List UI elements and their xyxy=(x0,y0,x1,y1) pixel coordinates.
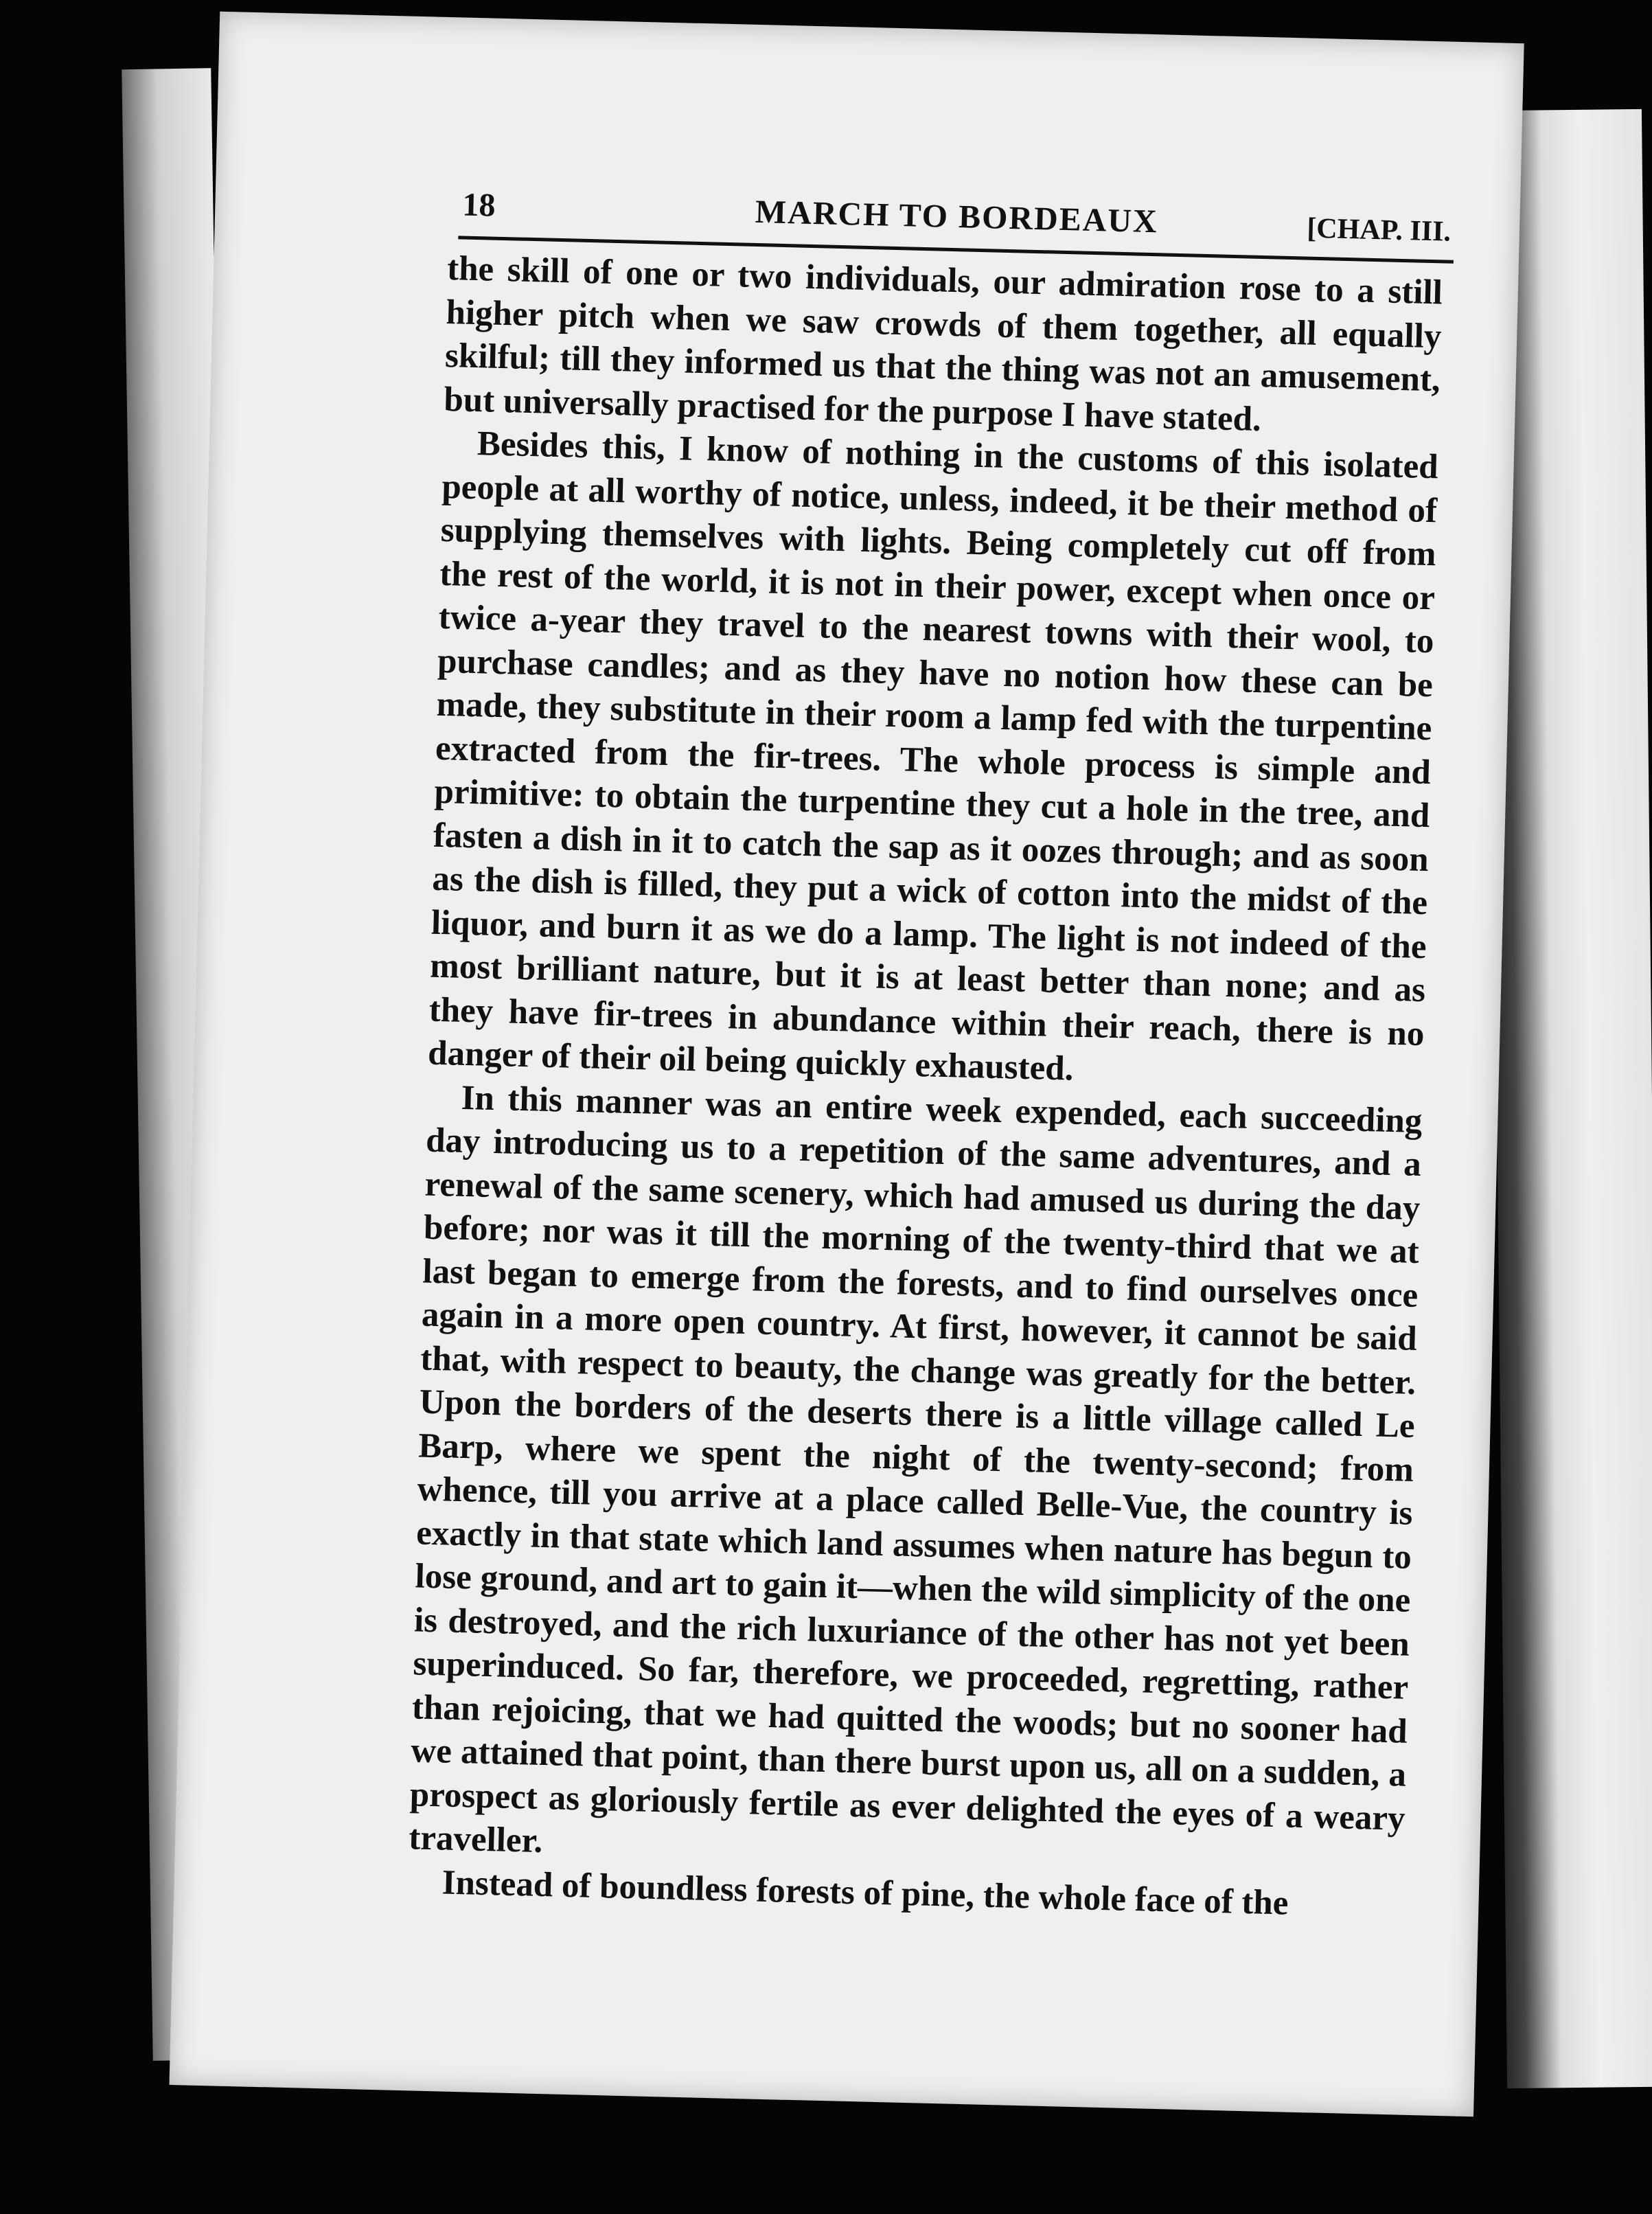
running-head xyxy=(461,186,1451,258)
running-title: MARCH TO BORDEAUX xyxy=(755,193,1159,240)
chapter-label: [CHAP. III. xyxy=(1306,212,1452,248)
paragraph: Besides this, I know of nothing in the customs of this isolated people at all worthy of notice, unless, indeed, it be their method of supplying themselves with lights. Being completely cut off from the rest of the world, it is not in their power, except when once or twice a-year they travel to the nearest towns with their wool, to purchase candles; and as they have no notion how these can be made, they substitute in their room a lamp fed with the turpentine extracted from the fir-trees. The whole process is simple and primitive: to obtain the turpentine they cut a hole in the tree, and fasten a dish in it to catch the sap as it oozes through; and as soon as the dish is filled, they put a wick of cotton into the midst of the liquor, and burn it as we do a lamp. The light is not indeed of the most brilliant nature, but it is at least better than none; and as they have fir-trees in abundance within their reach, there is no danger of their oil being quickly exhausted. xyxy=(427,424,1439,1088)
paragraph: In this manner was an entire week expended, each succeeding day introducing us to a repetition of the same adventures, and a renewal of the same scenery, which had amused us during the day before; nor was it till the morning of the twenty-third that we at last began to emerge from the forests, and to find ourselves once again in a more open country. At first, however, it cannot be said that, with respect to beauty, the change was greatly for the better. Upon the borders of the deserts there is a little village called Le Barp, where we spent the night of the twenty-second; from whence, till you arrive at a place called Belle-Vue, the country is exactly in that state which land assumes when nature has begun to lose ground, and art to gain it—when the wild simplicity of the one is destroyed, and the rich luxuriance of the other has not yet been superinduced. So far, therefore, we proceeded, regretting, rather than rejoicing, that we had quitted the woods; but no sooner had we attained that point, than there burst upon us, all on a sudden, a prospect as gloriously fertile as ever delighted the eyes of a weary traveller. xyxy=(408,1078,1423,1861)
body-text xyxy=(407,247,1443,1928)
paragraph-continued: the skill of one or two individuals, our admiration rose to a still higher pitch when we saw crowds of them together, all equally skilful; till they informed us that the thing was not an amusement, but universally practised for the purpose I have stated. xyxy=(443,249,1443,439)
book-page xyxy=(169,12,1524,2117)
page-content xyxy=(169,12,1524,2117)
paragraph: Instead of boundless forests of pine, the whole face of the xyxy=(441,1863,1289,1923)
page-number: 18 xyxy=(461,186,496,224)
